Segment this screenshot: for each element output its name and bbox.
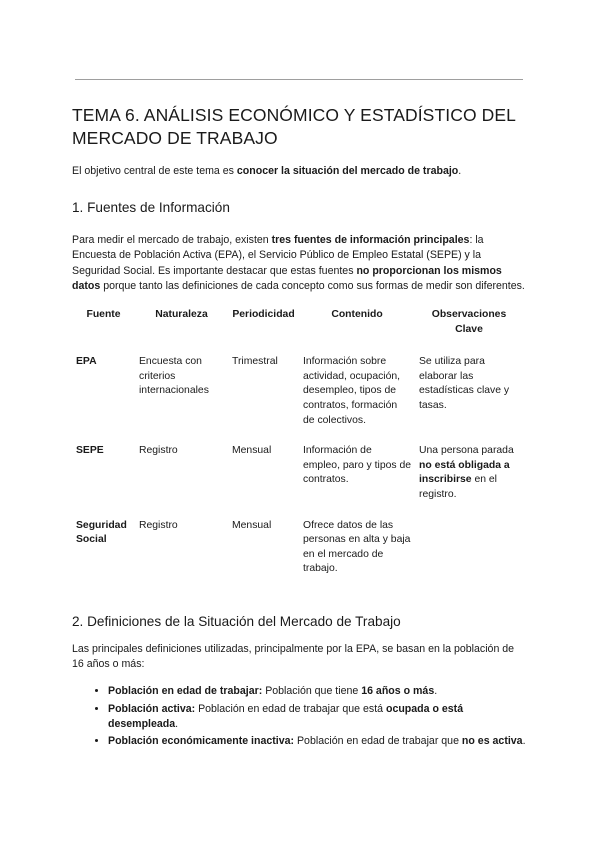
col-header-naturaleza: Naturaleza	[155, 309, 208, 321]
intro-text: El objetivo central de este tema es	[72, 165, 237, 177]
def-text: Población en edad de trabajar que está	[195, 702, 386, 715]
cell-periodicidad: Mensual	[232, 519, 272, 531]
cell-observaciones	[415, 355, 523, 444]
document-body	[72, 104, 527, 751]
list-item	[108, 734, 527, 749]
col-header-periodicidad: Periodicidad	[232, 309, 295, 321]
intro-bold: conocer la situación del mercado de trabajo	[236, 165, 459, 177]
def-term: Población activa:	[108, 702, 196, 715]
def-tail: .	[522, 734, 526, 747]
def-text: Población que tiene	[262, 685, 362, 698]
table-row	[72, 444, 523, 518]
def-emphasis: ocupada o está desempleada	[108, 702, 464, 730]
page-title: TEMA 6. ANÁLISIS ECONÓMICO Y ESTADÍSTICO DEL MERCADO DE TRABAJO	[72, 105, 516, 148]
cell-contenido: Información sobre actividad, ocupación, desempleo, tipos de contratos, formación de colectivos.	[303, 356, 401, 426]
def-emphasis: 16 años o más	[361, 685, 435, 698]
section1-paragraph	[72, 233, 527, 294]
s1-text-a: Para medir el mercado de trabajo, existen	[72, 234, 272, 247]
def-text: Población en edad de trabajar que	[294, 734, 462, 747]
definitions-list	[72, 684, 527, 749]
table-row	[72, 355, 523, 444]
def-emphasis: no es activa	[461, 734, 523, 747]
s1-bold-b: no proporcionan los mismos datos	[72, 264, 502, 292]
obs-text: Una persona parada	[419, 445, 514, 457]
cell-naturaleza: Encuesta con criterios internacionales	[139, 356, 209, 397]
table-header-row	[72, 308, 523, 355]
col-header-fuente: Fuente	[86, 309, 121, 321]
cell-contenido: Información de empleo, paro y tipos de contratos.	[303, 445, 412, 486]
obs-bold: no está obligada a inscribirse	[419, 459, 510, 486]
cell-observaciones	[415, 444, 523, 518]
s1-bold-a: tres fuentes de información principales	[271, 234, 470, 247]
obs-text: Se utiliza para elaborar las estadísticas clave y tasas.	[419, 356, 510, 411]
cell-fuente: SEPE	[76, 445, 104, 457]
intro-tail: .	[458, 165, 462, 177]
def-term: Población económicamente inactiva:	[108, 734, 295, 747]
top-divider	[75, 79, 523, 80]
cell-fuente: EPA	[76, 356, 97, 368]
intro-paragraph	[72, 164, 527, 179]
def-term: Población en edad de trabajar:	[108, 685, 263, 698]
s1-text-c: porque tanto las definiciones de cada concepto como sus formas de medir son diferentes.	[100, 279, 525, 292]
def-tail: .	[434, 685, 438, 698]
list-item	[108, 684, 527, 699]
section2-heading: 2. Definiciones de la Situación del Mercado de Trabajo	[72, 613, 401, 629]
cell-observaciones	[415, 519, 523, 593]
table-row	[72, 519, 523, 593]
s1-text-b: : la Encuesta de Población Activa (EPA), el Servicio Público de Empleo Estatal (SEPE) y la Seguridad Social. Es importante destacar que estas fuentes	[72, 234, 484, 277]
cell-periodicidad: Mensual	[232, 445, 272, 457]
list-item	[108, 702, 527, 732]
obs-tail: en el registro.	[419, 474, 497, 500]
col-header-contenido: Contenido	[331, 309, 383, 321]
col-header-observaciones: Observaciones Clave	[431, 309, 507, 335]
cell-fuente: Seguridad Social	[76, 519, 127, 546]
sources-table	[72, 308, 523, 593]
section2-paragraph: Las principales definiciones utilizadas, principalmente por la EPA, se basan en la población de 16 años o más:	[72, 642, 515, 671]
cell-naturaleza: Registro	[139, 445, 178, 457]
cell-naturaleza: Registro	[139, 519, 178, 531]
cell-periodicidad: Trimestral	[232, 356, 278, 368]
def-tail: .	[175, 717, 179, 730]
cell-contenido: Ofrece datos de las personas en alta y baja en el mercado de trabajo.	[303, 519, 411, 575]
section1-heading: 1. Fuentes de Información	[72, 200, 230, 216]
